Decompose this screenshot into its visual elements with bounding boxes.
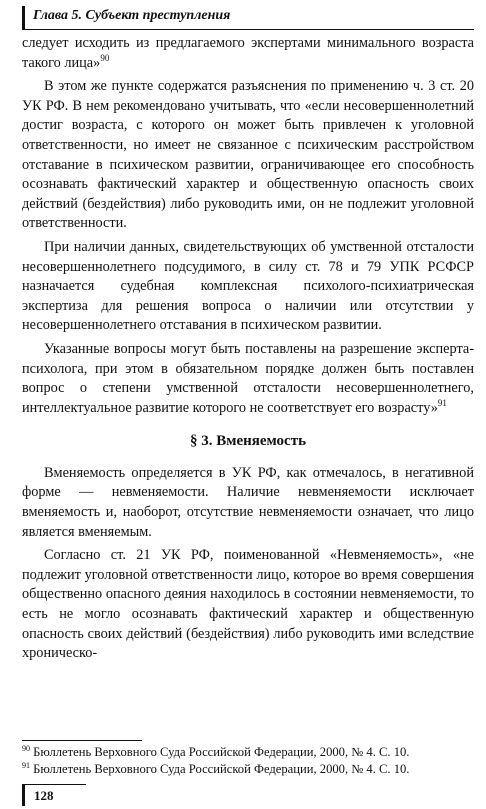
footnotes: [22, 744, 474, 778]
page-number-box: [22, 784, 86, 806]
footnote-ref: 91: [437, 397, 447, 408]
chapter-title: Глава 5. Субъект преступления: [33, 8, 231, 23]
section-heading: § 3. Вменяемость: [189, 433, 307, 450]
paragraph-text: Согласно ст. 21 УК РФ, поименованной «Невменяемость», «не подлежит уголовной ответственности лицо, которое во время совершения общественно опасного деяния находилось в состоянии невменяемости, то есть не могло осознавать фактический характер и общественную опасность своих действий (бездействия) либо руководить ими вследствие хроническо-: [22, 547, 474, 662]
footnote-ref: 90: [100, 52, 110, 63]
paragraph-text: Указанные вопросы могут быть поставлены на разрешение эксперта-психолога, при этом в обязательном порядке должен быть поставлен вопрос о степени умственной отсталости несовершеннолетнего, интеллектуальное развитие которого не соответствует его возрасту»: [22, 340, 474, 416]
footnote: [22, 744, 474, 761]
paragraph: [22, 77, 474, 234]
page-body: [22, 34, 474, 664]
page-number: 128: [34, 788, 54, 803]
paragraph: [22, 340, 474, 418]
paragraph: [22, 546, 474, 664]
paragraph-text: В этом же пункте содержатся разъяснения по применению ч. 3 ст. 20 УК РФ. В нем рекомендовано учитывать, что «если несовершеннолетний достиг возраста, с которого он может быть привлечен к уголовной ответственности, но имеет не связанное с психическим расстройством отставание в психическом развитии, ограничивающее его способность осознавать фактический характер и общественную опасность своих действий (бездействия) либо руководить ими, он не подлежит уголовной ответственности.: [22, 78, 474, 232]
paragraph-continuation: [22, 34, 474, 73]
paragraph-text: Вменяемость определяется в УК РФ, как отмечалось, в негативной форме — невменяемости. Наличие невменяемости исключает вменяемость и, наоборот, отсутствие невменяемости означает, что лицо является вменяемым.: [22, 464, 474, 540]
running-header: [22, 6, 474, 30]
footnote-rule: [22, 740, 142, 741]
paragraph: [22, 464, 474, 542]
paragraph-text: следует исходить из предлагаемого экспертами минимального возраста такого лица»: [22, 35, 474, 71]
footnote-number: 91: [22, 761, 30, 770]
footnote-text: Бюллетень Верховного Суда Российской Федерации, 2000, № 4. С. 10.: [33, 762, 410, 776]
footnote-number: 90: [22, 744, 30, 753]
paragraph: [22, 238, 474, 336]
footnote: [22, 761, 474, 778]
paragraph-text: При наличии данных, свидетельствующих об умственной отсталости несовершеннолетнего подсудимого, в силу ст. 78 и 79 УПК РСФСР назначается судебная комплексная психолого-психиатрическая экспертиза для решения вопроса о наличии или отсутствии у несовершеннолетнего отставания в психическом развитии.: [22, 238, 474, 334]
footnote-text: Бюллетень Верховного Суда Российской Федерации, 2000, № 4. С. 10.: [33, 745, 410, 759]
